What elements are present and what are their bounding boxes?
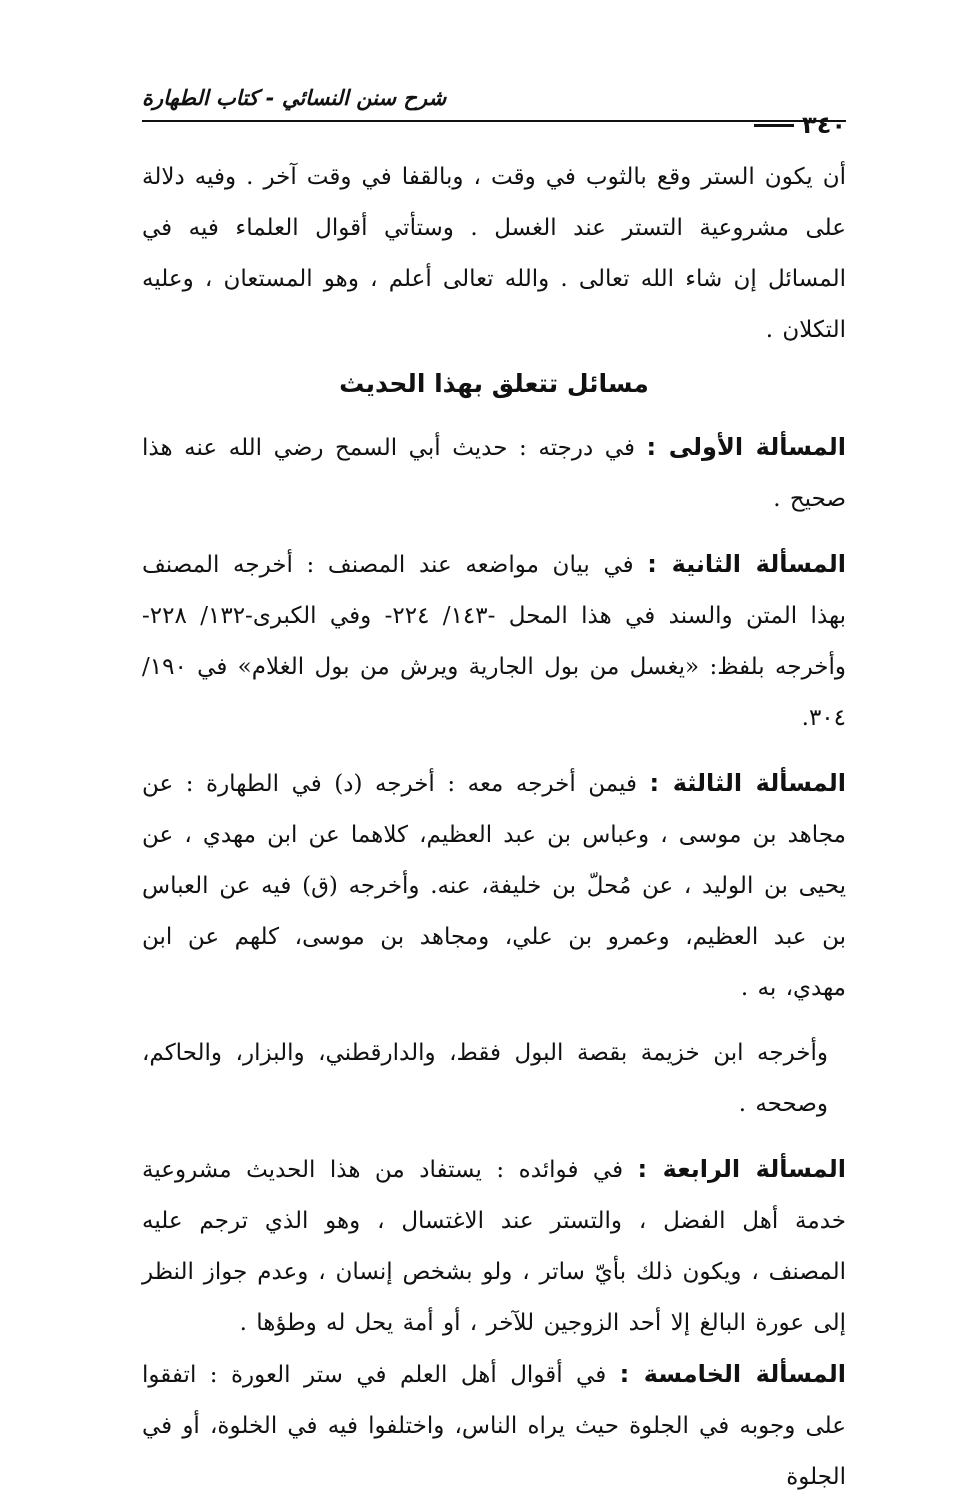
masala-1-text: في درجته : حديث أبي السمح رضي الله عنه هذا صحيح . bbox=[142, 435, 846, 512]
masala-3 bbox=[142, 758, 846, 1014]
masala-3-continuation bbox=[142, 1028, 846, 1130]
masala-3-text: فيمن أخرجه معه : أخرجه (د) في الطهارة : عن مجاهد بن موسى ، وعباس بن عبد العظيم، كلاهما عن ابن مهدي ، عن يحيى بن الوليد ، عن مُحلّ بن خليفة، عنه. وأخرجه (ق) فيه عن العباس بن عبد العظيم، وعمرو بن علي، ومجاهد بن موسى، كلهم عن ابن مهدي، به . bbox=[142, 771, 846, 1001]
header-rule bbox=[142, 120, 846, 122]
masala-5 bbox=[142, 1349, 846, 1503]
section-title: مسائل تتعلق بهذا الحديث bbox=[339, 369, 649, 398]
intro-paragraph: أن يكون الستر وقع بالثوب في وقت ، وبالقفا في وقت آخر . وفيه دلالة على مشروعية التستر عند الغسل . وستأتي أقوال العلماء فيه في المسائل إن شاء الله تعالى . والله تعالى أعلم ، وهو المستعان ، وعليه التكلان . bbox=[142, 164, 846, 343]
masala-3-continuation-text: وأخرجه ابن خزيمة بقصة البول فقط، والدارقطني، والبزار، والحاكم، وصححه . bbox=[142, 1040, 828, 1117]
masala-5-label: المسألة الخامسة : bbox=[619, 1360, 846, 1388]
masala-1 bbox=[142, 422, 846, 525]
page-number: ٣٤٠ bbox=[802, 111, 846, 139]
masala-4-text: في فوائده : يستفاد من هذا الحديث مشروعية خدمة أهل الفضل ، والتستر عند الاغتسال ، وهو الذي ترجم عليه المصنف ، ويكون ذلك بأيّ ساتر ، ولو بشخص إنسان ، وعدم جواز النظر إلى عورة البالغ إلا أحد الزوجين للآخر ، أو أمة يحل له وطؤها . bbox=[142, 1157, 846, 1336]
page-body bbox=[142, 152, 846, 1503]
masala-4-label: المسألة الرابعة : bbox=[637, 1155, 846, 1183]
page-header bbox=[142, 86, 846, 132]
masala-2-label: المسألة الثانية : bbox=[647, 550, 847, 578]
masala-3-label: المسألة الثالثة : bbox=[649, 769, 846, 797]
masala-2-text: في بيان مواضعه عند المصنف : أخرجه المصنف بهذا المتن والسند في هذا المحل -١٤٣/ ٢٢٤- وفي الكبرى-١٣٢/ ٢٢٨- وأخرجه بلفظ: «يغسل من بول الجارية ويرش من بول الغلام» في ١٩٠/ ٣٠٤. bbox=[142, 552, 847, 731]
masala-5-text: في أقوال أهل العلم في ستر العورة : اتفقوا على وجوبه في الجلوة حيث يراه الناس، واختلفوا فيه في الخلوة، أو في الجلوة bbox=[142, 1362, 846, 1490]
page-number-dash bbox=[754, 124, 794, 127]
masala-1-label: المسألة الأولى : bbox=[646, 433, 846, 461]
page-number-block bbox=[754, 110, 846, 140]
masala-4 bbox=[142, 1144, 846, 1349]
masala-2 bbox=[142, 539, 846, 744]
book-title: شرح سنن النسائي - كتاب الطهارة bbox=[142, 86, 447, 110]
